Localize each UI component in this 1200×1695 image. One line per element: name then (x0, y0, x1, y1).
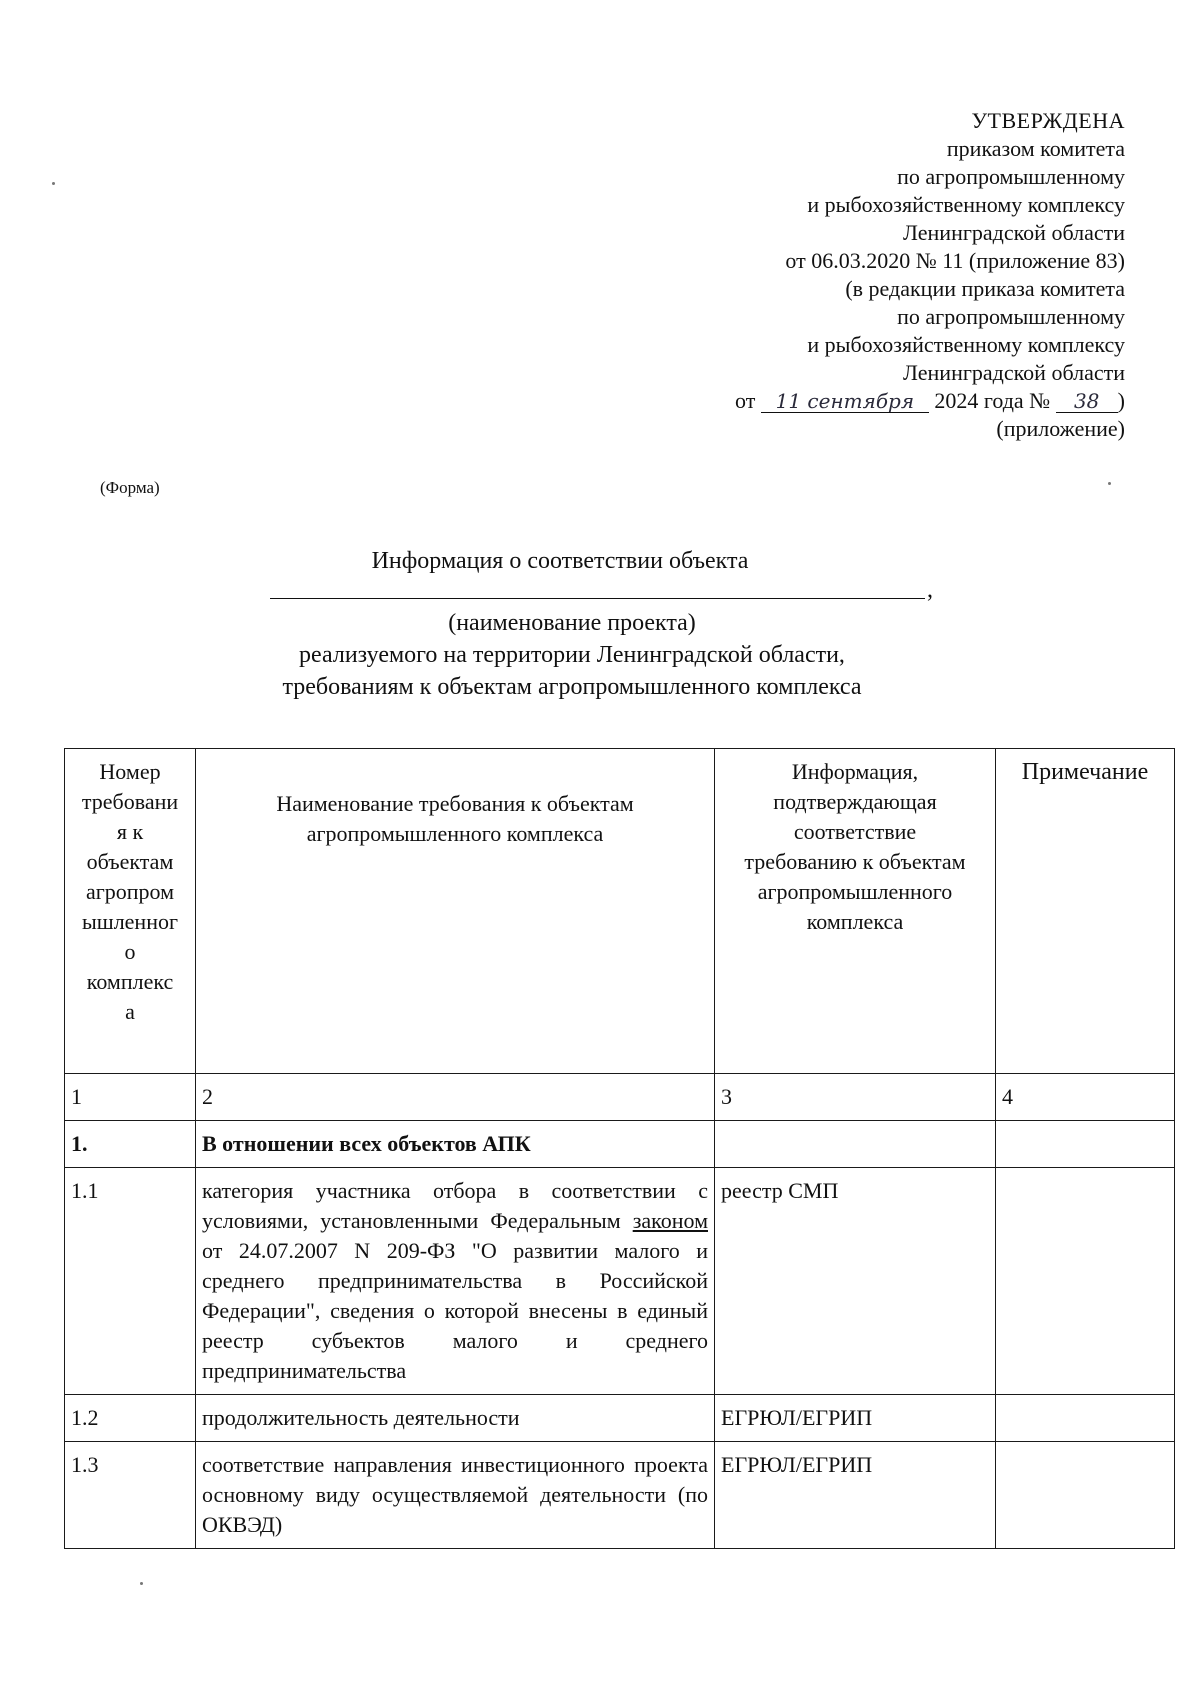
row-info: реестр СМП (715, 1168, 996, 1395)
title-caption: (наименование проекта) (448, 610, 696, 636)
handwritten-number: 38 (1056, 390, 1118, 413)
approval-line: и рыбохозяйственному комплексу (807, 332, 1125, 357)
header-number-line: объектам (86, 849, 174, 874)
row-requirement: продолжительность деятельности (196, 1395, 715, 1442)
section-info (715, 1121, 996, 1168)
handwritten-date: 11 сентября (761, 390, 929, 413)
table-row (65, 1442, 1175, 1549)
header-info-line: требованию к объектам (744, 849, 966, 874)
title-line: реализуемого на территории Ленинградской области, (299, 642, 845, 668)
header-number-line: я к (116, 819, 144, 844)
numbering-cell: 2 (196, 1074, 715, 1121)
section-number: 1. (65, 1121, 196, 1168)
row-number: 1.3 (65, 1442, 196, 1549)
approval-line: Ленинградской области (903, 220, 1125, 245)
approval-date-line (525, 387, 1125, 415)
table-header-row (65, 749, 1175, 1074)
row-info: ЕГРЮЛ/ЕГРИП (715, 1442, 996, 1549)
scan-speck (52, 182, 55, 185)
header-number-line: требовани (81, 789, 179, 814)
row-note (996, 1168, 1175, 1395)
header-requirement-line: агропромышленного комплекса (306, 821, 604, 846)
table-row (65, 1395, 1175, 1442)
header-info-line: подтверждающая (773, 789, 937, 814)
numbering-cell: 3 (715, 1074, 996, 1121)
table-numbering-row (65, 1074, 1175, 1121)
year-text: 2024 года № (934, 388, 1051, 413)
row-number: 1.1 (65, 1168, 196, 1395)
date-prefix: от (735, 388, 756, 413)
numbering-cell: 4 (996, 1074, 1175, 1121)
scan-speck (1108, 482, 1111, 485)
header-number (65, 749, 196, 1074)
section-note (996, 1121, 1175, 1168)
requirement-text: категория участника отбора в соответствии с условиями, установленными Федеральным (202, 1178, 708, 1233)
header-number-line: а (125, 999, 135, 1024)
section-title: В отношении всех объектов АПК (196, 1121, 715, 1168)
approval-line: по агропромышленному (897, 304, 1125, 329)
header-number-line: о (124, 939, 136, 964)
approval-line: приказом комитета (946, 136, 1125, 161)
numbering-cell: 1 (65, 1074, 196, 1121)
requirements-table (64, 748, 1175, 1549)
form-label: (Форма) (100, 478, 160, 497)
row-requirement: соответствие направления инвестиционного проекта основному виду осуществляемой деятельности (по ОКВЭД) (196, 1442, 715, 1549)
header-number-line: агропром (85, 879, 175, 904)
document-title: Информация о соответствии объекта (371, 548, 749, 574)
header-info-line: комплекса (806, 909, 904, 934)
approval-line: по агропромышленному (897, 164, 1125, 189)
approval-line: (в редакции приказа комитета (845, 276, 1125, 301)
header-info-line: соответствие (793, 819, 917, 844)
row-note (996, 1395, 1175, 1442)
row-info: ЕГРЮЛ/ЕГРИП (715, 1395, 996, 1442)
header-number-line: ышленног (81, 909, 179, 934)
header-info-line: Информация, (791, 759, 919, 784)
header-note: Примечание (996, 749, 1175, 1074)
project-name-blank-line (270, 598, 925, 599)
header-number-line: комплекс (86, 969, 174, 994)
approval-line: Ленинградской области (903, 360, 1125, 385)
table-row (65, 1168, 1175, 1395)
header-requirement-line: Наименование требования к объектам (276, 791, 634, 816)
row-requirement (196, 1168, 715, 1395)
requirement-text: от 24.07.2007 N 209-ФЗ "О развитии малого и среднего предпринимательства в Российской Федерации", сведения о которой внесены в единый реестр субъектов малого и среднего предпринимательства (202, 1238, 708, 1383)
approval-title: УТВЕРЖДЕНА (971, 108, 1125, 133)
law-link[interactable]: законом (632, 1208, 708, 1233)
row-number: 1.2 (65, 1395, 196, 1442)
approval-block (525, 107, 1125, 443)
row-note (996, 1442, 1175, 1549)
table-section-row (65, 1121, 1175, 1168)
title-comma: , (927, 577, 933, 603)
scan-speck (140, 1582, 143, 1585)
header-requirement (196, 749, 715, 1074)
approval-appendix: (приложение) (996, 416, 1125, 441)
title-line: требованиям к объектам агропромышленного комплекса (282, 674, 862, 700)
approval-line: и рыбохозяйственному комплексу (807, 192, 1125, 217)
header-number-line: Номер (99, 759, 161, 784)
header-info-line: агропромышленного (757, 879, 953, 904)
close-paren: ) (1117, 388, 1125, 413)
header-info (715, 749, 996, 1074)
approval-line: от 06.03.2020 № 11 (приложение 83) (785, 248, 1125, 273)
